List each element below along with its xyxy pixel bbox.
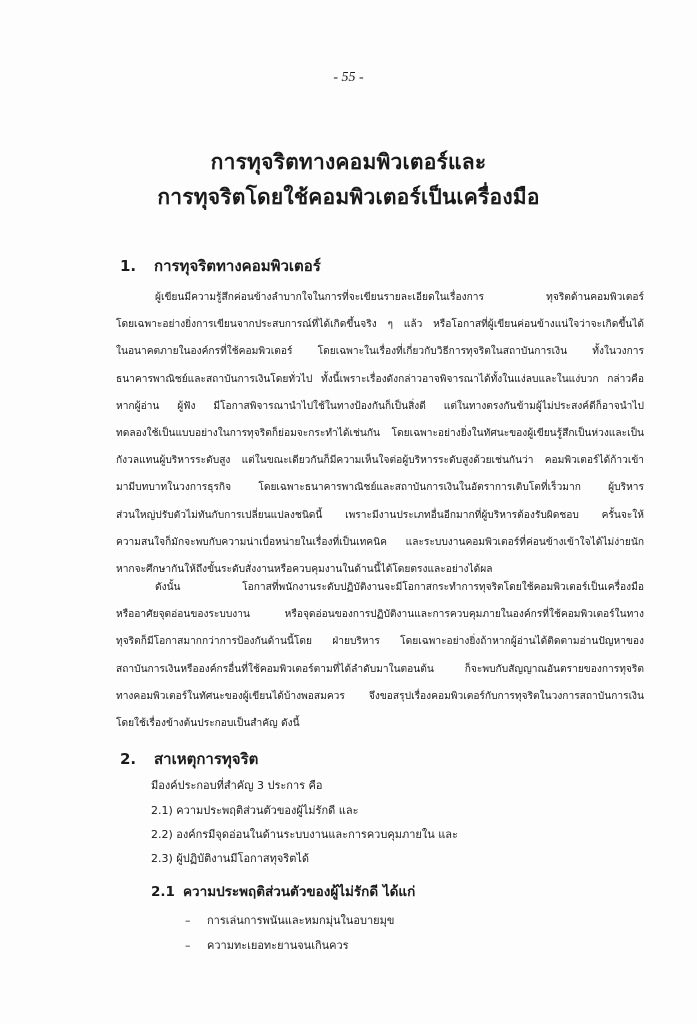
subsection-2-1-heading <box>151 880 415 902</box>
paragraph-line: หากจะศึกษากันให้ถึงขั้นระดับสั่งงานหรือควบคุมงานในด้านนี้ได้โดยตรงและอย่างได้ผล <box>116 563 493 575</box>
section-2-heading <box>120 747 258 771</box>
title-line-1: การทุจริตทางคอมพิวเตอร์และ <box>210 150 487 174</box>
paragraph-line: มามีบทบาทในวงการธุรกิจ โดยเฉพาะธนาคารพาณิชย์และสถาบันการเงินในอัตราการเติบโตที่เร็วมาก ผู้บริหาร <box>116 482 644 494</box>
paragraph-line: ความสนใจก็มักจะพบกับความน่าเบื่อหน่ายในเรื่องที่เป็นเทคนิค และระบบงานคอมพิวเตอร์ที่ค่อนข้างเข้าใจได้ไม่ง่ายนัก <box>116 536 644 548</box>
subsection-number: 2.1 <box>151 884 175 900</box>
paragraph-line: ทางคอมพิวเตอร์ในทัศนะของผู้เขียนได้บ้างพอสมควร จึงขอสรุปเรื่องคอมพิวเตอร์กับการทุจริตในวงการสถาบันการเงิน <box>116 690 644 702</box>
paragraph-line: กังวลแทนผู้บริหารระดับสูง แต่ในขณะเดียวกันก็มีความเห็นใจต่อผู้บริหารระดับสูงด้วยเช่นกันว่า คอมพิวเตอร์ได้ก้าวเข้า <box>116 455 644 467</box>
title-line-2: การทุจริตโดยใช้คอมพิวเตอร์เป็นเครื่องมือ <box>157 185 540 209</box>
bullet-item-1 <box>185 911 394 929</box>
cause-item-3: 2.3) ผู้ปฏิบัติงานมีโอกาสทุจริตได้ <box>151 852 310 865</box>
dash-marker: – <box>185 939 191 952</box>
subsection-title: ความประพฤติส่วนตัวของผู้ไม่รักดี ได้แก่ <box>183 884 416 900</box>
paragraph-line: ผู้เขียนมีความรู้สึกค่อนข้างลำบากใจในการที่จะเขียนรายละเอียดในเรื่องการ ทุจริตด้านคอมพิวเตอร์ <box>155 292 644 303</box>
section-1-heading <box>120 254 321 278</box>
section-1-paragraph-2 <box>116 574 644 737</box>
paragraph-line: สถาบันการเงินหรือองค์กรอื่นที่ใช้คอมพิวเตอร์ตามที่ได้ลำดับมาในตอนต้น ก็จะพบกับสัญญาณอันตรายของการทุจริต <box>116 663 644 675</box>
page-number: - 55 - <box>333 70 364 85</box>
section-2-intro: มีองค์ประกอบที่สำคัญ 3 ประการ คือ <box>151 779 323 792</box>
dash-marker: – <box>185 914 191 927</box>
paragraph-line: ส่วนใหญ่ปรับตัวไม่ทันกับการเปลี่ยนแปลงชนิดนี้ เพราะมีงานประเภทอื่นอีกมากที่ผู้บริหารต้องรับผิดชอบ ครั้นจะให้ <box>116 509 644 521</box>
paragraph-line: หากผู้อ่าน ผู้ฟัง มีโอกาสพิจารณานำไปใช้ในทางป้องกันก็เป็นสิ่งดี แต่ในทางตรงกันข้ามผู้ไม่ประสงค์ดีก็อาจนำไป <box>116 400 644 412</box>
section-2-number: 2. <box>120 750 137 768</box>
bullet-text: การเล่นการพนันและหมกมุ่นในอบายมุข <box>207 914 395 927</box>
paragraph-line: ทดลองใช้เป็นแบบอย่างในการทุจริตก็ย่อมจะกระทำได้เช่นกัน โดยเฉพาะอย่างยิ่งในทัศนะของผู้เขียนรู้สึกเป็นห่วงและเป็น <box>116 427 644 439</box>
paragraph-line: ในอนาคตภายในองค์กรที่ใช้คอมพิวเตอร์ โดยเฉพาะในเรื่องที่เกี่ยวกับวิธีการทุจริตในสถาบันการเงิน ทั้งในวงการ <box>116 346 644 358</box>
paragraph-line: หรืออาศัยจุดอ่อนของระบบงาน หรือจุดอ่อนของการปฏิบัติงานและการควบคุมภายในองค์กรที่ใช้คอมพิวเตอร์ในทาง <box>116 609 644 621</box>
section-1-paragraph-1 <box>116 284 644 583</box>
bullet-text: ความทะเยอทะยานจนเกินควร <box>207 939 349 952</box>
cause-item-2: 2.2) องค์กรมีจุดอ่อนในด้านระบบงานและการควบคุมภายใน และ <box>151 828 458 841</box>
paragraph-line: ดังนั้น โอกาสที่พนักงานระดับปฏิบัติงานจะมีโอกาสกระทำการทุจริตโดยใช้คอมพิวเตอร์เป็นเครื่องมือ <box>155 582 644 593</box>
cause-item-1: 2.1) ความประพฤติส่วนตัวของผู้ไม่รักดี และ <box>151 804 359 817</box>
paragraph-line: ธนาคารพาณิชย์และสถาบันการเงินโดยทั่วไป ทั้งนี้เพราะเรื่องดังกล่าวอาจพิจารณาได้ทั้งในแง่ลบและในแง่บวก กล่าวคือ <box>116 373 644 385</box>
paragraph-line: โดยเฉพาะอย่างยิ่งการเขียนจากประสบการณ์ที่ได้เกิดขึ้นจริง ๆ แล้ว หรือโอกาสที่ผู้เขียนค่อนข้างแน่ใจว่าจะเกิดขึ้นได้ <box>116 319 644 331</box>
section-1-title: การทุจริตทางคอมพิวเตอร์ <box>154 257 321 275</box>
paragraph-line: ทุจริตก็มีโอกาสมากกว่าการป้องกันด้านนี้โดย ฝ่ายบริหาร โดยเฉพาะอย่างยิ่งถ้าหากผู้อ่านได้ติดตามอ่านปัญหาของ <box>116 636 644 648</box>
paragraph-line: โดยใช้เรื่องข้างต้นประกอบเป็นสำคัญ ดังนี้ <box>116 717 300 729</box>
section-2-title: สาเหตุการทุจริต <box>154 750 259 768</box>
section-1-number: 1. <box>120 257 137 275</box>
bullet-item-2 <box>185 936 349 954</box>
